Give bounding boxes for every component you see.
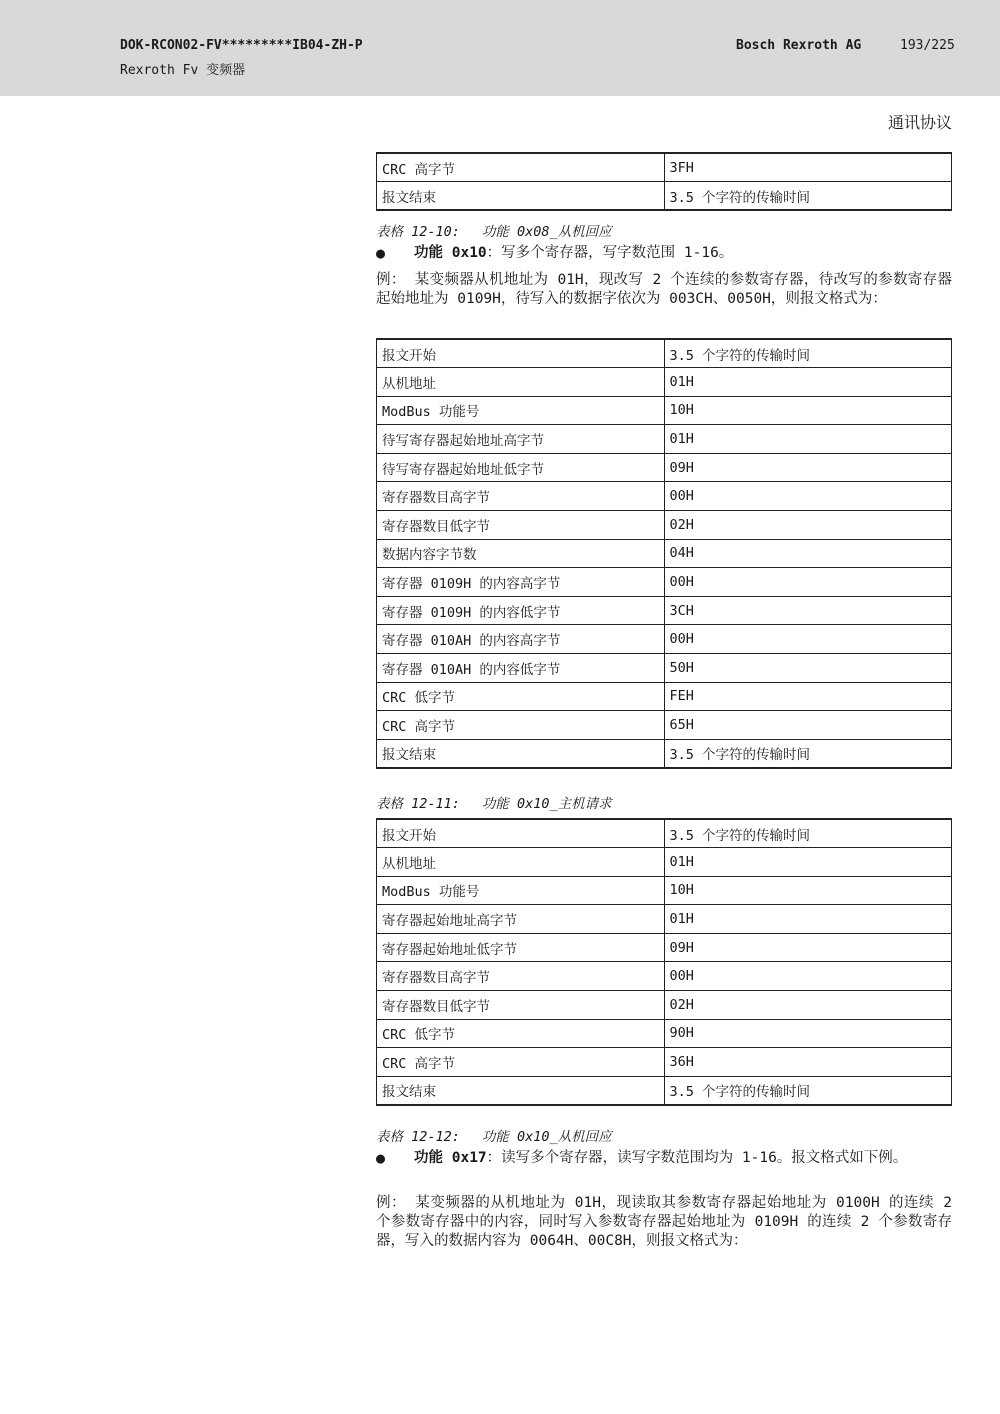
document-code: DOK-RCON02-FV*********IB04-ZH-P (120, 38, 363, 53)
field-value-cell: 3.5 个字符的传输时间 (664, 339, 951, 368)
field-value-cell: 04H (664, 539, 951, 568)
caption-label: 表格 12-12: (376, 1129, 460, 1145)
field-value-cell: 3CH (664, 596, 951, 625)
field-name-cell: 报文开始 (377, 819, 665, 848)
field-name-cell: 从机地址 (377, 368, 665, 397)
table-row (377, 991, 952, 1020)
caption-table-12-11 (376, 792, 612, 812)
field-name-cell: 寄存器数目高字节 (377, 482, 665, 511)
table-row (377, 905, 952, 934)
bullet-head: 功能 0x10 (414, 245, 487, 261)
table-row (377, 739, 952, 768)
field-value-cell: 3.5 个字符的传输时间 (664, 739, 951, 768)
field-name-cell: CRC 低字节 (377, 1019, 665, 1048)
table-function-0x10-request (376, 338, 952, 769)
field-value-cell: 01H (664, 848, 951, 877)
field-value-cell: 00H (664, 962, 951, 991)
field-value-cell: 90H (664, 1019, 951, 1048)
table-row (377, 396, 952, 425)
field-name-cell: 寄存器 0109H 的内容高字节 (377, 568, 665, 597)
company-name: Bosch Rexroth AG (736, 38, 862, 53)
field-name-cell: CRC 高字节 (377, 1048, 665, 1077)
bullet-function-0x10 (376, 244, 952, 263)
caption-title: 功能 0x08_从机回应 (481, 224, 612, 240)
field-name-cell: 寄存器 010AH 的内容低字节 (377, 654, 665, 683)
caption-table-12-12 (376, 1125, 612, 1145)
caption-label: 表格 12-10: (376, 224, 460, 240)
bullet-text: ：写多个寄存器，写字数范围 1-16。 (486, 245, 734, 261)
field-value-cell: FEH (664, 682, 951, 711)
bullet-text: ：读写多个寄存器，读写字数范围均为 1-16。报文格式如下例。 (486, 1150, 908, 1166)
field-name-cell: 寄存器数目高字节 (377, 962, 665, 991)
field-value-cell: 01H (664, 905, 951, 934)
page-header (0, 0, 1000, 96)
table-row (377, 368, 952, 397)
field-name-cell: 报文结束 (377, 739, 665, 768)
field-name-cell: ModBus 功能号 (377, 396, 665, 425)
table-row (377, 1076, 952, 1105)
field-name-cell: 数据内容字节数 (377, 539, 665, 568)
table-row (377, 482, 952, 511)
field-value-cell: 65H (664, 711, 951, 740)
table-row (377, 876, 952, 905)
field-name-cell: 寄存器 010AH 的内容高字节 (377, 625, 665, 654)
field-name-cell: 寄存器数目低字节 (377, 991, 665, 1020)
field-value-cell: 10H (664, 396, 951, 425)
field-name-cell: 寄存器数目低字节 (377, 511, 665, 540)
field-value-cell: 01H (664, 425, 951, 454)
table-row (377, 625, 952, 654)
field-value-cell: 00H (664, 625, 951, 654)
table-row (377, 819, 952, 848)
field-value-cell: 00H (664, 482, 951, 511)
field-name-cell: 报文结束 (377, 182, 665, 211)
field-name-cell: 从机地址 (377, 848, 665, 877)
field-name-cell: 寄存器起始地址低字节 (377, 933, 665, 962)
section-title: 通讯协议 (887, 113, 952, 132)
field-name-cell: 报文结束 (377, 1076, 665, 1105)
table-row (377, 1048, 952, 1077)
bullet-head: 功能 0x17 (414, 1150, 487, 1166)
table-row (377, 654, 952, 683)
example-paragraph-0x10: 例： 某变频器从机地址为 01H，现改写 2 个连续的参数寄存器，待改写的参数寄存器起始地址为 0109H，待写入的数据字依次为 003CH、0050H，则报文格式为： (376, 272, 952, 307)
field-name-cell: 待写寄存器起始地址高字节 (377, 425, 665, 454)
field-value-cell: 09H (664, 453, 951, 482)
field-name-cell: CRC 低字节 (377, 682, 665, 711)
table-row (377, 182, 952, 211)
table-function-0x08-response-tail (376, 152, 952, 211)
product-name: Rexroth Fv 变频器 (120, 63, 246, 78)
field-value-cell: 3FH (664, 153, 952, 182)
table-function-0x10-response (376, 818, 952, 1106)
bullet-dot-icon: ● (376, 1149, 386, 1167)
field-value-cell: 01H (664, 368, 951, 397)
table-row (377, 848, 952, 877)
table-row (377, 153, 952, 182)
table-row (377, 962, 952, 991)
caption-table-12-10 (376, 220, 612, 240)
table-row (377, 453, 952, 482)
table-row (377, 568, 952, 597)
bullet-function-0x17 (376, 1149, 952, 1168)
field-value-cell: 36H (664, 1048, 951, 1077)
field-value-cell: 09H (664, 933, 951, 962)
field-value-cell: 3.5 个字符的传输时间 (664, 1076, 951, 1105)
example-paragraph-0x17: 例： 某变频器的从机地址为 01H，现读取其参数寄存器起始地址为 0100H 的连续 2 个参数寄存器中的内容，同时写入参数寄存器起始地址为 0109H 的连续 2 个参数寄存器，写入的数据内容为 0064H、00C8H，则报文格式为： (376, 1195, 952, 1249)
table-row (377, 539, 952, 568)
table-row (377, 339, 952, 368)
table-row (377, 933, 952, 962)
field-value-cell: 50H (664, 654, 951, 683)
table-row (377, 682, 952, 711)
field-value-cell: 10H (664, 876, 951, 905)
field-name-cell: 寄存器起始地址高字节 (377, 905, 665, 934)
field-name-cell: ModBus 功能号 (377, 876, 665, 905)
field-value-cell: 02H (664, 991, 951, 1020)
table-row (377, 596, 952, 625)
caption-title: 功能 0x10_主机请求 (481, 796, 612, 812)
field-name-cell: CRC 高字节 (377, 153, 665, 182)
table-row (377, 511, 952, 540)
field-value-cell: 3.5 个字符的传输时间 (664, 819, 951, 848)
field-name-cell: CRC 高字节 (377, 711, 665, 740)
field-name-cell: 报文开始 (377, 339, 665, 368)
caption-title: 功能 0x10_从机回应 (481, 1129, 612, 1145)
page-number: 193/225 (900, 38, 955, 53)
bullet-dot-icon: ● (376, 244, 386, 262)
field-value-cell: 02H (664, 511, 951, 540)
table-row (377, 711, 952, 740)
field-value-cell: 00H (664, 568, 951, 597)
field-name-cell: 寄存器 0109H 的内容低字节 (377, 596, 665, 625)
field-value-cell: 3.5 个字符的传输时间 (664, 182, 952, 211)
caption-label: 表格 12-11: (376, 796, 460, 812)
field-name-cell: 待写寄存器起始地址低字节 (377, 453, 665, 482)
table-row (377, 425, 952, 454)
table-row (377, 1019, 952, 1048)
